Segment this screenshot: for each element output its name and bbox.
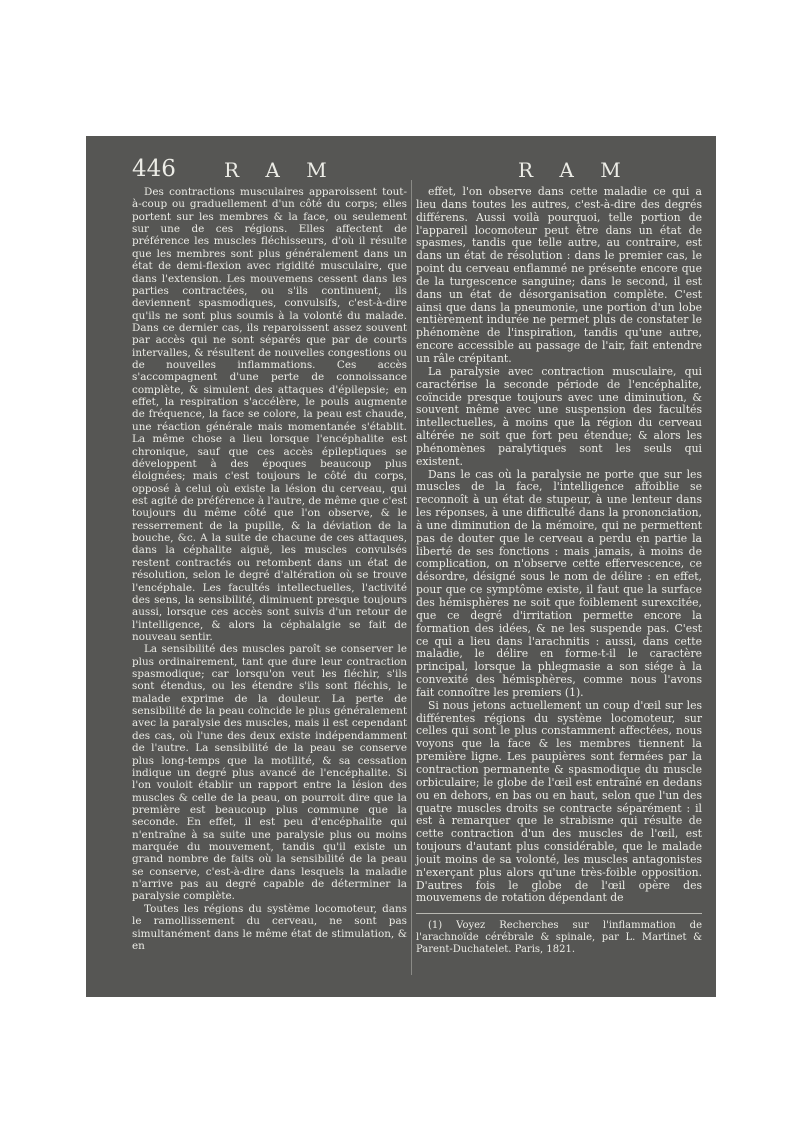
footnote-rule [416,913,702,914]
header-title-left: R A M [224,158,337,182]
book-page [86,136,716,997]
column-divider [411,180,412,975]
paragraph: La sensibilité des muscles paroît se conserver le plus ordinairement, tant que dure leur contraction spasmodique; car lorsqu'on veut les fléchir, s'ils sont étendus, ou les étendre s'ils sont fléchis, le malade exprime de la douleur. La perte de sensibilité de la peau coïncide le plus généralement avec la paralysie des muscles, mais il est cependant des cas, où l'une des deux existe indépendamment de l'autre. La sensibilité de la peau se conserve plus long-temps que la motilité, & sa cessation indique un degré plus avancé de l'encéphalite. Si l'on vouloit établir un rapport entre la lésion des muscles & celle de la peau, on pourroit dire que la première est beaucoup plus commune que la seconde. En effet, il est peu d'encéphalite qui n'entraîne à sa suite une paralysie plus ou moins marquée du mouvement, tandis qu'il existe un grand nombre de faits où la sensibilité de la peau se conserve, c'est-à-dire dans lesquels la maladie n'arrive pas au degré capable de déterminer la paralysie complète. [132,643,407,903]
running-header [86,156,716,186]
left-column [132,186,407,952]
footnote-text: (1) Voyez Recherches sur l'inflammation de l'arachnoïde cérébrale & spinale, par L. Martinet & Parent-Duchatelet. Paris, 1821. [416,920,702,956]
page-number: 446 [132,156,176,182]
paragraph: Si nous jetons actuellement un coup d'œil sur les différentes régions du système locomoteur, sur celles qui sont le plus constamment affectées, nous voyons que la face & les membres tiennent la première ligne. Les paupières sont fermées par la contraction permanente & spasmodique du muscle orbiculaire; le globe de l'œil est entraîné en dedans ou en dehors, en bas ou en haut, selon que l'un des quatre muscles droits se contracte séparément : il est à remarquer que le strabisme qui résulte de cette contraction d'un des muscles de l'œil, est toujours d'autant plus considérable, que le malade jouit moins de sa volonté, les muscles antagonistes n'exerçant plus alors qu'une très-foible opposition. D'autres fois le globe de l'œil opère des mouvemens de rotation dépendant de [416,698,702,905]
paragraph: Toutes les régions du système locomoteur, dans le ramollissement du cerveau, ne sont pas simultanément dans le même état de stimulation, & en [132,902,407,952]
paragraph: La paralysie avec contraction musculaire, qui caractérise la seconde période de l'encéphalite, coïncide presque toujours avec une diminution, & souvent même avec une suspension des facultés intellectuelles, à moins que la région du cerveau altérée ne soit que fort peu étendue; & alors les phénomènes paralytiques sont les seuls qui existent. [416,364,702,468]
right-column [416,186,702,956]
scanned-page-frame [86,136,716,997]
paragraph: Dans le cas où la paralysie ne porte que sur les muscles de la face, l'intelligence affoiblie se reconnoît à un état de stupeur, à une lenteur dans les réponses, à une difficulté dans la prononciation, à une diminution de la mémoire, qui ne permettent pas de douter que le cerveau a perdu en partie la liberté de ses fonctions : mais jamais, à moins de complication, on n'observe cette effervescence, ce désordre, désigné sous le nom de délire : en effet, pour que ce symptôme existe, il faut que la surface des hémisphères ne soit que foiblement surexcitée, que ce degré d'irritation permette encore la formation des idées, & ne les suspende pas. C'est ce qui a lieu dans l'arachnitis : aussi, dans cette maladie, le délire en forme-t-il le caractère principal, lorsque la phlegmasie a son siége à la convexité des hémisphères, comme nous l'avons fait connoître les premiers (1). [416,467,702,699]
paragraph: effet, l'on observe dans cette maladie ce qui a lieu dans toutes les autres, c'est-à-dire des degrés différens. Aussi voilà pourquoi, telle portion de l'appareil locomoteur peut être dans un état de spasmes, tandis que telle autre, au contraire, est dans un état de résolution : dans le premier cas, le point du cerveau enflammé ne présente encore que de la turgescence sanguine; dans le second, il est dans un état de désorganisation complète. C'est ainsi que dans la pneumonie, une portion d'un lobe entièrement indurée ne permet plus de constater le phénomène de l'inspiration, tandis qu'une autre, encore accessible au passage de l'air, fait entendre un râle crépitant. [416,185,702,365]
header-title-right: R A M [518,158,631,182]
footnote [416,920,702,956]
paragraph: Des contractions musculaires apparoissent tout-à-coup ou graduellement d'un côté du corps; elles portent sur les membres & la face, ou seulement sur une de ces régions. Elles affectent de préférence les muscles fléchisseurs, d'où il résulte que les membres sont plus généralement dans un état de demi-flexion avec rigidité musculaire, que dans l'extension. Les mouvemens cessent dans les parties contractées, ou s'ils continuent, ils deviennent spasmodiques, convulsifs, c'est-à-dire qu'ils ne sont plus soumis à la volonté du malade. Dans ce dernier cas, ils reparoissent assez souvent par accès qui ne sont séparés que par de courts intervalles, & résultent de nouvelles congestions ou de nouvelles inflammations. Ces accès s'accompagnent d'une perte de connoissance complète, & simulent des attaques d'épilepsie; en effet, la respiration s'accélère, le pouls augmente de fréquence, la face se colore, la peau est chaude, une réaction générale mais momentanée s'établit. La même chose a lieu lorsque l'encéphalite est chronique, sauf que ces accès épileptiques se développent à des époques beaucoup plus éloignées; mais c'est toujours le côté du corps, opposé à celui où existe la lésion du cerveau, qui est agité de préférence à l'autre, de même que c'est toujours du même côté que l'on observe, & le resserrement de la pupille, & la déviation de la bouche, &c. A la suite de chacune de ces attaques, dans la céphalite aiguë, les muscles convulsés restent contractés ou retombent dans un état de résolution, selon le degré d'altération où se trouve l'encéphale. Les facultés intellectuelles, l'activité des sens, la sensibilité, diminuent presque toujours aussi, lorsque ces accès sont suivis d'un retour de l'intelligence, & alors la céphalalgie se fait de nouveau sentir. [132,186,407,643]
